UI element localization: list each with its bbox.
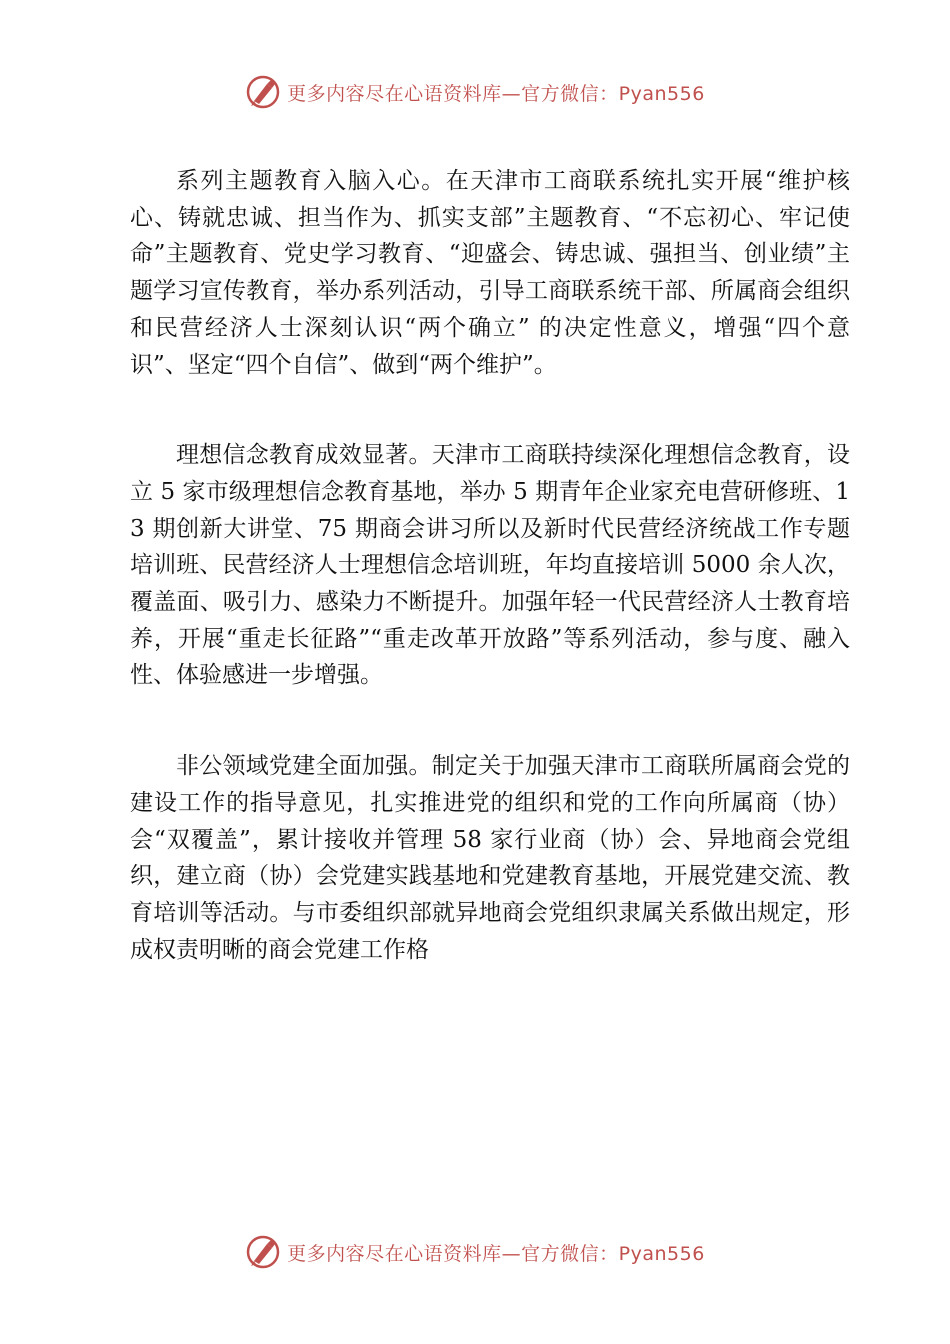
paragraph-theme-education: 系列主题教育入脑入心。在天津市工商联系统扎实开展“维护核心、铸就忠诚、担当作为、抓实支部”主题教育、“不忘初心、牢记使命”主题教育、党史学习教育、“迎盛会、铸忠诚、强担当、创业绩”主题学习宣传教育，举办系列活动，引导工商联系统干部、所属商会组织和民营经济人士深刻认识“两个确立” 的决定性意义，增强“四个意识”、坚定“四个自信”、做到“两个维护”。: [130, 168, 850, 378]
header-banner-text: 更多内容尽在心语资料库—官方微信：Pyan556: [287, 82, 705, 105]
pen-nib-logo-icon: [245, 74, 281, 110]
pen-nib-logo-icon: [245, 1234, 281, 1270]
document-body: [130, 163, 850, 968]
paragraph-ideals-education: 理想信念教育成效显著。天津市工商联持续深化理想信念教育，设立 5 家市级理想信念教育基地，举办 5 期青年企业家充电营研修班、13 期创新大讲堂、75 期商会讲习所以及新时代民营经济统战工作专题培训班、民营经济人士理想信念培训班，年均直接培训 5000 余人次，覆盖面、吸引力、感染力不断提升。加强年轻一代民营经济人士教育培养，开展“重走长征路”“重走改革开放路”等系列活动，参与度、融入性、体验感进一步增强。: [130, 442, 850, 689]
footer-banner-text: 更多内容尽在心语资料库—官方微信：Pyan556: [287, 1242, 705, 1265]
paragraph-party-building: 非公领域党建全面加强。制定关于加强天津市工商联所属商会党的建设工作的指导意见，扎实推进党的组织和党的工作向所属商（协）会“双覆盖”，累计接收并管理 58 家行业商（协）会、异地商会党组织，建立商（协）会党建实践基地和党建教育基地，开展党建交流、教育培训等活动。与市委组织部就异地商会党组织隶属关系做出规定，形成权责明晰的商会党建工作格: [130, 753, 850, 963]
footer-banner: [0, 1232, 950, 1272]
header-banner: [0, 72, 950, 112]
